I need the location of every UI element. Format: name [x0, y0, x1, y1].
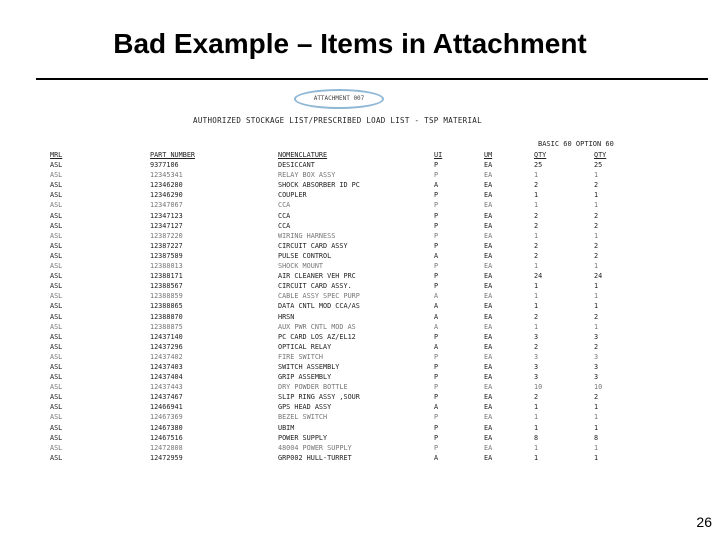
cell-mrl: ASL [50, 181, 63, 190]
table-row [50, 271, 665, 281]
table-row [50, 433, 665, 443]
cell-part-number: 12472808 [150, 443, 183, 452]
cell-ui: P [434, 221, 439, 230]
cell-um: EA [484, 453, 493, 462]
cell-mrl: ASL [50, 241, 63, 250]
cell-basic-qty: 2 [534, 342, 539, 351]
cell-mrl: ASL [50, 272, 63, 281]
basic-option-header: BASIC 60 OPTION 60 [538, 140, 614, 148]
cell-part-number: 12388567 [150, 282, 183, 291]
cell-part-number: 12437296 [150, 342, 183, 351]
cell-nomenclature: RELAY BOX ASSY [278, 171, 336, 180]
cell-part-number: 12467369 [150, 413, 183, 422]
cell-option-qty: 1 [594, 322, 599, 331]
stockage-list-table [50, 150, 665, 463]
cell-mrl: ASL [50, 373, 63, 382]
cell-um: EA [484, 241, 493, 250]
cell-nomenclature: CCA [278, 211, 291, 220]
cell-basic-qty: 25 [534, 161, 543, 170]
table-row [50, 402, 665, 412]
header-mrl: MRL [50, 151, 63, 159]
cell-nomenclature: FIRE SWITCH [278, 352, 324, 361]
cell-mrl: ASL [50, 443, 63, 452]
cell-um: EA [484, 393, 493, 402]
cell-option-qty: 24 [594, 272, 603, 281]
header-option-qty: QTY [594, 151, 607, 159]
cell-nomenclature: DESICCANT [278, 161, 315, 170]
cell-ui: P [434, 423, 439, 432]
table-row [50, 392, 665, 402]
cell-basic-qty: 2 [534, 312, 539, 321]
cell-um: EA [484, 181, 493, 190]
cell-basic-qty: 1 [534, 413, 539, 422]
cell-option-qty: 25 [594, 161, 603, 170]
cell-option-qty: 2 [594, 221, 599, 230]
cell-part-number: 12387589 [150, 251, 183, 260]
table-row [50, 221, 665, 231]
cell-nomenclature: CCA [278, 201, 291, 210]
cell-part-number: 12466941 [150, 403, 183, 412]
cell-mrl: ASL [50, 312, 63, 321]
table-body [50, 160, 665, 463]
cell-part-number: 12387227 [150, 241, 183, 250]
cell-option-qty: 2 [594, 211, 599, 220]
cell-basic-qty: 2 [534, 241, 539, 250]
cell-nomenclature: PULSE CONTROL [278, 251, 332, 260]
cell-ui: P [434, 362, 439, 371]
cell-mrl: ASL [50, 282, 63, 291]
cell-nomenclature: SWITCH ASSEMBLY [278, 362, 340, 371]
table-row [50, 251, 665, 261]
cell-um: EA [484, 322, 493, 331]
table-row [50, 332, 665, 342]
cell-ui: P [434, 211, 439, 220]
cell-mrl: ASL [50, 352, 63, 361]
cell-mrl: ASL [50, 211, 63, 220]
cell-nomenclature: BEZEL SWITCH [278, 413, 328, 422]
cell-part-number: 12388171 [150, 272, 183, 281]
cell-nomenclature: GRP002 HULL-TURRET [278, 453, 352, 462]
cell-nomenclature: UBIM [278, 423, 295, 432]
cell-part-number: 12346280 [150, 181, 183, 190]
cell-basic-qty: 2 [534, 221, 539, 230]
cell-ui: P [434, 373, 439, 382]
cell-option-qty: 3 [594, 373, 599, 382]
cell-mrl: ASL [50, 221, 63, 230]
cell-um: EA [484, 433, 493, 442]
cell-option-qty: 2 [594, 251, 599, 260]
cell-option-qty: 1 [594, 171, 599, 180]
cell-part-number: 12437443 [150, 383, 183, 392]
cell-basic-qty: 8 [534, 433, 539, 442]
cell-um: EA [484, 282, 493, 291]
cell-part-number: 12346290 [150, 191, 183, 200]
cell-part-number: 12388875 [150, 322, 183, 331]
cell-option-qty: 1 [594, 292, 599, 301]
cell-ui: A [434, 292, 439, 301]
cell-mrl: ASL [50, 251, 63, 260]
table-row [50, 301, 665, 311]
cell-um: EA [484, 221, 493, 230]
cell-option-qty: 1 [594, 302, 599, 311]
table-header-row [50, 150, 665, 160]
table-row [50, 261, 665, 271]
cell-mrl: ASL [50, 201, 63, 210]
cell-um: EA [484, 191, 493, 200]
cell-ui: P [434, 393, 439, 402]
header-part-number: PART NUMBER [150, 151, 196, 159]
cell-part-number: 12347123 [150, 211, 183, 220]
cell-part-number: 12472959 [150, 453, 183, 462]
cell-nomenclature: GPS HEAD ASSY [278, 403, 332, 412]
cell-ui: P [434, 443, 439, 452]
cell-basic-qty: 1 [534, 423, 539, 432]
table-row [50, 200, 665, 210]
cell-option-qty: 2 [594, 181, 599, 190]
table-row [50, 382, 665, 392]
cell-basic-qty: 1 [534, 443, 539, 452]
cell-part-number: 12437404 [150, 373, 183, 382]
cell-um: EA [484, 443, 493, 452]
document-title: AUTHORIZED STOCKAGE LIST/PRESCRIBED LOAD LIST - TSP MATERIAL [193, 116, 482, 125]
cell-um: EA [484, 312, 493, 321]
cell-basic-qty: 2 [534, 181, 539, 190]
cell-option-qty: 1 [594, 453, 599, 462]
cell-option-qty: 1 [594, 262, 599, 271]
cell-um: EA [484, 201, 493, 210]
cell-part-number: 12467516 [150, 433, 183, 442]
cell-basic-qty: 10 [534, 383, 543, 392]
cell-option-qty: 1 [594, 201, 599, 210]
cell-basic-qty: 1 [534, 191, 539, 200]
cell-option-qty: 1 [594, 413, 599, 422]
cell-um: EA [484, 403, 493, 412]
cell-mrl: ASL [50, 191, 63, 200]
title-divider [36, 78, 708, 80]
cell-mrl: ASL [50, 423, 63, 432]
table-row [50, 453, 665, 463]
cell-um: EA [484, 413, 493, 422]
cell-um: EA [484, 373, 493, 382]
cell-basic-qty: 3 [534, 362, 539, 371]
cell-mrl: ASL [50, 403, 63, 412]
cell-option-qty: 10 [594, 383, 603, 392]
cell-mrl: ASL [50, 292, 63, 301]
cell-ui: A [434, 312, 439, 321]
cell-mrl: ASL [50, 413, 63, 422]
table-row [50, 211, 665, 221]
cell-mrl: ASL [50, 302, 63, 311]
cell-nomenclature: POWER SUPPLY [278, 433, 328, 442]
table-row [50, 372, 665, 382]
cell-um: EA [484, 342, 493, 351]
cell-um: EA [484, 161, 493, 170]
cell-option-qty: 2 [594, 342, 599, 351]
cell-um: EA [484, 352, 493, 361]
cell-part-number: 12388859 [150, 292, 183, 301]
cell-part-number: 12388013 [150, 262, 183, 271]
cell-nomenclature: CABLE ASSY SPEC PURP [278, 292, 360, 301]
cell-um: EA [484, 383, 493, 392]
cell-nomenclature: SLIP RING ASSY ,SOUR [278, 393, 360, 402]
cell-nomenclature: DRY POWDER BOTTLE [278, 383, 348, 392]
cell-ui: P [434, 262, 439, 271]
cell-option-qty: 1 [594, 231, 599, 240]
cell-nomenclature: CIRCUIT CARD ASSY [278, 241, 348, 250]
cell-mrl: ASL [50, 322, 63, 331]
table-row [50, 352, 665, 362]
cell-basic-qty: 1 [534, 403, 539, 412]
table-row [50, 312, 665, 322]
cell-um: EA [484, 251, 493, 260]
cell-basic-qty: 1 [534, 262, 539, 271]
header-nomenclature: NOMENCLATURE [278, 151, 328, 159]
cell-nomenclature: 48004 POWER SUPPLY [278, 443, 352, 452]
cell-part-number: 12345341 [150, 171, 183, 180]
page-number: 26 [696, 514, 712, 530]
cell-option-qty: 1 [594, 443, 599, 452]
cell-ui: A [434, 302, 439, 311]
table-row [50, 160, 665, 170]
cell-ui: A [434, 403, 439, 412]
table-row [50, 180, 665, 190]
table-row [50, 241, 665, 251]
cell-basic-qty: 3 [534, 352, 539, 361]
cell-basic-qty: 3 [534, 373, 539, 382]
cell-ui: P [434, 413, 439, 422]
cell-nomenclature: GRIP ASSEMBLY [278, 373, 332, 382]
attachment-oval-label: ATTACHMENT 007 [294, 89, 384, 109]
cell-ui: A [434, 181, 439, 190]
cell-basic-qty: 1 [534, 292, 539, 301]
cell-ui: P [434, 231, 439, 240]
cell-basic-qty: 1 [534, 453, 539, 462]
cell-basic-qty: 1 [534, 282, 539, 291]
cell-ui: P [434, 272, 439, 281]
cell-um: EA [484, 211, 493, 220]
cell-ui: P [434, 352, 439, 361]
cell-um: EA [484, 231, 493, 240]
cell-part-number: 12387220 [150, 231, 183, 240]
table-row [50, 443, 665, 453]
cell-mrl: ASL [50, 393, 63, 402]
cell-part-number: 12437402 [150, 352, 183, 361]
cell-nomenclature: COUPLER [278, 191, 307, 200]
slide-title: Bad Example – Items in Attachment [113, 28, 587, 59]
cell-nomenclature: PC CARD LOS AZ/EL12 [278, 332, 356, 341]
cell-option-qty: 1 [594, 423, 599, 432]
cell-part-number: 12437140 [150, 332, 183, 341]
cell-basic-qty: 1 [534, 322, 539, 331]
header-basic-qty: QTY [534, 151, 547, 159]
cell-ui: P [434, 171, 439, 180]
cell-basic-qty: 1 [534, 201, 539, 210]
cell-part-number: 12347067 [150, 201, 183, 210]
cell-option-qty: 2 [594, 312, 599, 321]
cell-nomenclature: AIR CLEANER VEH PRC [278, 272, 356, 281]
table-row [50, 322, 665, 332]
cell-mrl: ASL [50, 433, 63, 442]
cell-mrl: ASL [50, 383, 63, 392]
cell-basic-qty: 1 [534, 171, 539, 180]
cell-ui: P [434, 282, 439, 291]
cell-part-number: 12347127 [150, 221, 183, 230]
cell-basic-qty: 3 [534, 332, 539, 341]
table-row [50, 190, 665, 200]
cell-part-number: 12437403 [150, 362, 183, 371]
cell-ui: P [434, 383, 439, 392]
cell-ui: P [434, 191, 439, 200]
cell-basic-qty: 24 [534, 272, 543, 281]
cell-part-number: 12388865 [150, 302, 183, 311]
cell-nomenclature: CIRCUIT CARD ASSY. [278, 282, 352, 291]
table-row [50, 170, 665, 180]
cell-um: EA [484, 423, 493, 432]
cell-option-qty: 1 [594, 403, 599, 412]
cell-part-number: 12388870 [150, 312, 183, 321]
table-row [50, 291, 665, 301]
table-row [50, 231, 665, 241]
cell-ui: P [434, 201, 439, 210]
cell-nomenclature: WIRING HARNESS [278, 231, 336, 240]
cell-um: EA [484, 362, 493, 371]
cell-option-qty: 1 [594, 191, 599, 200]
cell-option-qty: 2 [594, 241, 599, 250]
cell-nomenclature: CCA [278, 221, 291, 230]
cell-option-qty: 3 [594, 362, 599, 371]
table-row [50, 281, 665, 291]
table-row [50, 362, 665, 372]
header-ui: UI [434, 151, 443, 159]
cell-ui: P [434, 241, 439, 250]
cell-nomenclature: HRSN [278, 312, 295, 321]
cell-um: EA [484, 332, 493, 341]
cell-um: EA [484, 171, 493, 180]
cell-nomenclature: DATA CNTL MOD CCA/AS [278, 302, 360, 311]
cell-ui: A [434, 342, 439, 351]
cell-ui: A [434, 453, 439, 462]
cell-part-number: 12437467 [150, 393, 183, 402]
table-row [50, 342, 665, 352]
cell-ui: P [434, 161, 439, 170]
cell-nomenclature: SHOCK ABSORBER ID PC [278, 181, 360, 190]
cell-um: EA [484, 292, 493, 301]
cell-ui: P [434, 433, 439, 442]
cell-um: EA [484, 272, 493, 281]
cell-option-qty: 8 [594, 433, 599, 442]
table-row [50, 423, 665, 433]
cell-option-qty: 2 [594, 393, 599, 402]
cell-basic-qty: 1 [534, 231, 539, 240]
cell-um: EA [484, 302, 493, 311]
cell-mrl: ASL [50, 231, 63, 240]
cell-nomenclature: OPTICAL RELAY [278, 342, 332, 351]
cell-mrl: ASL [50, 171, 63, 180]
cell-mrl: ASL [50, 161, 63, 170]
cell-mrl: ASL [50, 342, 63, 351]
cell-ui: P [434, 332, 439, 341]
cell-option-qty: 3 [594, 332, 599, 341]
cell-basic-qty: 2 [534, 393, 539, 402]
cell-ui: A [434, 322, 439, 331]
cell-mrl: ASL [50, 262, 63, 271]
cell-basic-qty: 1 [534, 302, 539, 311]
table-row [50, 412, 665, 422]
cell-basic-qty: 2 [534, 251, 539, 260]
cell-nomenclature: AUX PWR CNTL MOD AS [278, 322, 356, 331]
cell-option-qty: 1 [594, 282, 599, 291]
cell-part-number: 12467380 [150, 423, 183, 432]
cell-um: EA [484, 262, 493, 271]
cell-mrl: ASL [50, 362, 63, 371]
cell-mrl: ASL [50, 332, 63, 341]
cell-option-qty: 3 [594, 352, 599, 361]
cell-ui: A [434, 251, 439, 260]
cell-mrl: ASL [50, 453, 63, 462]
cell-nomenclature: SHOCK MOUNT [278, 262, 324, 271]
document-image [48, 86, 668, 486]
cell-part-number: 9377106 [150, 161, 179, 170]
header-um: UM [484, 151, 493, 159]
cell-basic-qty: 2 [534, 211, 539, 220]
